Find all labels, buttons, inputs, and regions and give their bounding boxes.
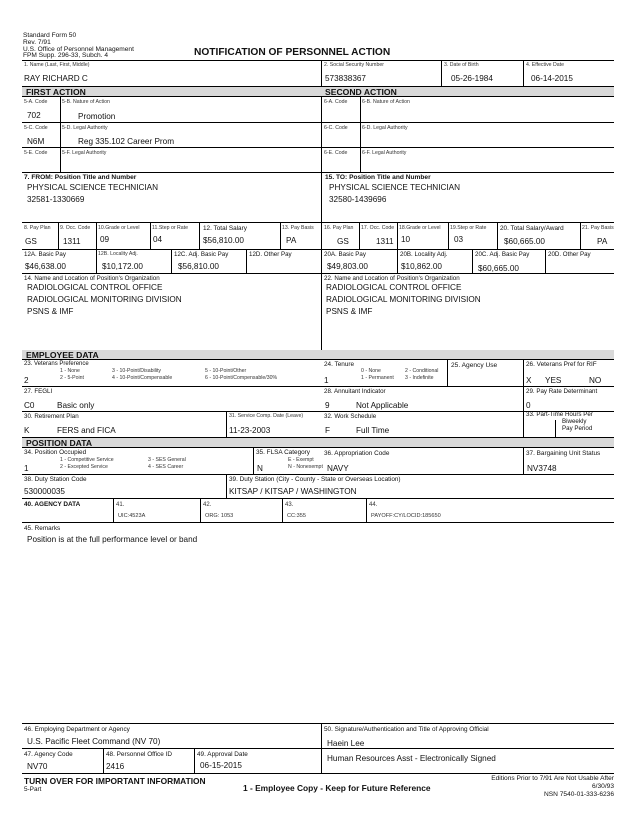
28-label: 28. Annuitant Indicator — [324, 388, 386, 395]
49-label: 49. Approval Date — [197, 751, 248, 758]
33-label-line3: Pay Period — [562, 425, 593, 432]
office-id-value: 2416 — [106, 762, 125, 771]
to-number: 32580-1439696 — [329, 195, 387, 204]
5b-label: 5-B. Nature of Action — [62, 99, 110, 105]
47-label: 47. Agency Code — [24, 751, 73, 758]
27-label: 27. FEGLI — [24, 388, 53, 395]
32-label: 32. Work Schedule — [324, 413, 377, 420]
10-label: 10.Grade or Level — [98, 225, 140, 231]
from-label: 7. FROM: Position Title and Number — [24, 174, 137, 181]
to-label: 15. TO: Position Title and Number — [325, 174, 431, 181]
dob-label: 3. Date of Birth — [444, 62, 479, 68]
form-agency: U.S. Office of Personnel Management — [23, 46, 134, 53]
dept-value: U.S. Pacific Fleet Command (NV 70) — [27, 737, 161, 746]
work-code: F — [325, 426, 331, 435]
vet-rif-mark: X — [526, 376, 532, 385]
position-data-heading: POSITION DATA — [26, 438, 93, 448]
effective-date-value: 06-14-2015 — [531, 74, 573, 83]
occupied-option-2: 2 - Excepted Service — [60, 464, 108, 470]
36-label: 36. Appropriation Code — [324, 450, 390, 457]
6a-label: 6-A. Code — [324, 99, 348, 105]
to-org-line1: RADIOLOGICAL CONTROL OFFICE — [326, 283, 462, 292]
employee-data-heading: EMPLOYEE DATA — [26, 350, 99, 360]
37-label: 37. Bargaining Unit Status — [526, 450, 601, 457]
flsa-option-nonexempt: N - Nonexempt — [288, 464, 323, 470]
tenure-option-1: 1 - Permanent — [361, 375, 394, 381]
5c-label: 5-C. Code — [24, 125, 48, 131]
19-label: 19.Step or Rate — [450, 225, 487, 231]
43-label: 43. — [285, 502, 294, 508]
approval-date-value: 06-15-2015 — [200, 761, 242, 770]
20-value: $60,665.00 — [504, 237, 545, 246]
21-label: 21. Pay Basis — [582, 225, 614, 231]
11-value: 04 — [153, 235, 163, 244]
copy-label: 1 - Employee Copy - Keep for Future Reference — [243, 783, 431, 793]
6b-label: 6-B. Nature of Action — [362, 99, 410, 105]
6d-label: 6-D. Legal Authority — [362, 125, 408, 131]
20c-value: $60,665.00 — [478, 264, 519, 273]
from-org-line3: PSNS & IMF — [27, 307, 74, 316]
23-label: 23. Veterans Preference — [24, 361, 89, 367]
12b-label: 12B. Locality Adj. — [98, 251, 138, 257]
38-label: 38. Duty Station Code — [24, 476, 87, 483]
fegli-code: C0 — [24, 401, 35, 410]
22-label: 22. Name and Location of Position's Organization — [324, 275, 460, 282]
tenure-option-2: 2 - Conditional — [405, 368, 439, 374]
17-label: 17. Occ. Code — [361, 225, 395, 231]
agency-code-value: NV70 — [27, 762, 48, 771]
annuitant-code: 9 — [325, 401, 330, 410]
occupied-value: 1 — [24, 464, 29, 473]
vet-pref-option-4: 4 - 10-Point/Compensable — [112, 375, 173, 381]
scd-value: 11-23-2003 — [229, 426, 271, 435]
form-number: Standard Form 50 — [23, 32, 77, 39]
remarks-value: Position is at the full performance level or band — [27, 535, 198, 544]
6c-label: 6-C. Code — [324, 125, 348, 131]
vet-pref-value: 2 — [24, 376, 29, 385]
18-label: 18.Grade or Level — [399, 225, 441, 231]
12a-value: $46,638.00 — [25, 262, 66, 271]
12a-label: 12A. Basic Pay — [24, 251, 66, 258]
vet-rif-yes: YES — [545, 376, 562, 385]
8-label: 8. Pay Plan — [24, 225, 51, 231]
18-value: 10 — [401, 235, 411, 244]
5b-value: Promotion — [78, 112, 116, 121]
flsa-value: N — [257, 464, 263, 473]
9-value: 1311 — [63, 237, 81, 246]
43-value: CC:355 — [287, 513, 306, 519]
vet-pref-option-2: 2 - 5-Point — [60, 375, 84, 381]
44-value: PAYOFF:CY/LOCID:185650 — [371, 513, 441, 519]
30-label: 30. Retirement Plan — [24, 413, 79, 420]
to-title: PHYSICAL SCIENCE TECHNICIAN — [329, 183, 461, 192]
name-label: 1. Name (Last, First, Middle) — [24, 62, 90, 68]
occupied-option-4: 4 - SES Career — [148, 464, 184, 470]
12c-value: $56,810.00 — [178, 262, 219, 271]
9-label: 9. Occ. Code — [60, 225, 91, 231]
20b-label: 20B. Locality Adj. — [400, 251, 448, 258]
ssn-label: 2. Social Security Number — [324, 62, 384, 68]
fegli-value: Basic only — [57, 401, 95, 410]
42-value: ORG: 1053 — [205, 513, 234, 519]
16-label: 16. Pay Plan — [324, 225, 354, 231]
5c-value: N6M — [27, 137, 45, 146]
8-value: GS — [25, 237, 37, 246]
form-title: NOTIFICATION OF PERSONNEL ACTION — [194, 47, 391, 58]
25-label: 25. Agency Use — [451, 362, 498, 369]
35-label: 35. FLSA Category — [256, 449, 310, 456]
retirement-value: FERS and FICA — [57, 426, 116, 435]
vet-pref-option-1: 1 - None — [60, 368, 80, 374]
31-label: 31. Service Comp. Date (Leave) — [229, 413, 304, 419]
occupied-option-3: 3 - SES General — [148, 457, 186, 463]
from-number: 32581-1330669 — [27, 195, 85, 204]
45-label: 45. Remarks — [24, 525, 61, 532]
13-value: PA — [286, 236, 297, 245]
vet-pref-option-6: 6 - 10-Point/Compensable/30% — [205, 375, 278, 381]
to-org-line3: PSNS & IMF — [326, 307, 373, 316]
5d-value: Reg 335.102 Career Prom — [78, 137, 175, 146]
tenure-value: 1 — [324, 376, 329, 385]
41-value: UIC:4523A — [118, 513, 146, 519]
signer-title: Human Resources Asst - Electronically Signed — [327, 754, 496, 763]
44-label: 44. — [369, 502, 378, 508]
12d-label: 12D. Other Pay — [249, 251, 292, 258]
20b-value: $10,862.00 — [401, 262, 442, 271]
11-label: 11.Step or Rate — [152, 225, 188, 231]
17-value: 1311 — [376, 237, 394, 246]
duty-code-value: 530000035 — [24, 487, 65, 496]
retirement-code: K — [24, 426, 30, 435]
form-revision: Rev. 7/91 — [23, 39, 51, 46]
work-value: Full Time — [356, 426, 390, 435]
20-label: 20. Total Salary/Award — [500, 225, 564, 232]
33-label: 33. Part-Time Hours Per — [526, 411, 593, 418]
from-title: PHYSICAL SCIENCE TECHNICIAN — [27, 183, 159, 192]
6f-label: 6-F. Legal Authority — [362, 150, 407, 156]
5f-label: 5-F. Legal Authority — [62, 150, 107, 156]
ssn-value: 573838367 — [325, 74, 366, 83]
41-label: 41. — [116, 502, 125, 508]
turn-over-notice: TURN OVER FOR IMPORTANT INFORMATION — [24, 776, 206, 786]
tenure-option-0: 0 - None — [361, 368, 381, 374]
part-label: 5-Part — [24, 786, 42, 793]
vet-rif-no: NO — [589, 376, 602, 385]
approp-value: NAVY — [327, 464, 349, 473]
48-label: 48. Personnel Office ID — [106, 751, 172, 758]
to-org-line2: RADIOLOGICAL MONITORING DIVISION — [326, 295, 481, 304]
effective-date-label: 4. Effective Date — [526, 62, 564, 68]
26-label: 26. Veterans Pref for RIF — [526, 361, 597, 368]
20a-label: 20A. Basic Pay — [324, 251, 366, 258]
occupied-option-1: 1 - Competitive Service — [60, 457, 114, 463]
46-label: 46. Employing Department or Agency — [24, 726, 130, 733]
24-label: 24. Tenure — [324, 361, 355, 368]
pay-rate-value: 0 — [526, 401, 531, 410]
34-label: 34. Position Occupied — [24, 449, 87, 456]
12c-label: 12C. Adj. Basic Pay — [174, 251, 229, 258]
12b-value: $10,172.00 — [102, 262, 143, 271]
first-action-heading: FIRST ACTION — [26, 87, 86, 97]
20a-value: $49,803.00 — [327, 262, 368, 271]
from-org-line1: RADIOLOGICAL CONTROL OFFICE — [27, 283, 163, 292]
5a-label: 5-A. Code — [24, 99, 48, 105]
from-org-line2: RADIOLOGICAL MONITORING DIVISION — [27, 295, 182, 304]
vet-pref-option-5: 5 - 10-Point/Other — [205, 368, 247, 374]
5e-label: 5-E. Code — [24, 150, 48, 156]
14-label: 14. Name and Location of Position's Organization — [24, 275, 160, 282]
flsa-option-exempt: E - Exempt — [288, 457, 314, 463]
editions-date: 6/30/93 — [592, 783, 614, 790]
duty-station-value: KITSAP / KITSAP / WASHINGTON — [229, 487, 357, 496]
42-label: 42. — [203, 502, 212, 508]
16-value: GS — [337, 237, 349, 246]
form-supplement: FPM Supp. 296-33, Subch. 4 — [23, 52, 109, 59]
signer-name: Haein Lee — [327, 739, 365, 748]
29-label: 29. Pay Rate Determinant — [526, 388, 598, 395]
33-label-line2: Biweekly — [562, 418, 587, 425]
tenure-option-3: 3 - Indefinite — [405, 375, 434, 381]
19-value: 03 — [454, 235, 464, 244]
second-action-heading: SECOND ACTION — [325, 87, 397, 97]
annuitant-value: Not Applicable — [356, 401, 409, 410]
40-label: 40. AGENCY DATA — [24, 501, 81, 508]
employee-name: RAY RICHARD C — [24, 74, 88, 83]
20c-label: 20C. Adj. Basic Pay — [475, 251, 530, 258]
10-value: 09 — [100, 235, 110, 244]
dob-value: 05-26-1984 — [451, 74, 493, 83]
6e-label: 6-E. Code — [324, 150, 348, 156]
5d-label: 5-D. Legal Authority — [62, 125, 108, 131]
12-label: 12. Total Salary — [203, 225, 247, 232]
editions-note: Editions Prior to 7/91 Are Not Usable After — [491, 775, 614, 782]
50-label: 50. Signature/Authentication and Title of Approving Official — [324, 726, 489, 733]
13-label: 13. Pay Basis — [282, 225, 314, 231]
bargaining-value: NV3748 — [527, 464, 557, 473]
nsn-number: NSN 7540-01-333-6236 — [543, 791, 614, 798]
20d-label: 20D. Other Pay — [548, 251, 591, 258]
12-value: $56,810.00 — [203, 236, 244, 245]
39-label: 39. Duty Station (City - County - State or Overseas Location) — [229, 476, 401, 483]
5a-value: 702 — [27, 111, 41, 120]
vet-pref-option-3: 3 - 10-Point/Disability — [112, 368, 162, 374]
21-value: PA — [597, 237, 608, 246]
